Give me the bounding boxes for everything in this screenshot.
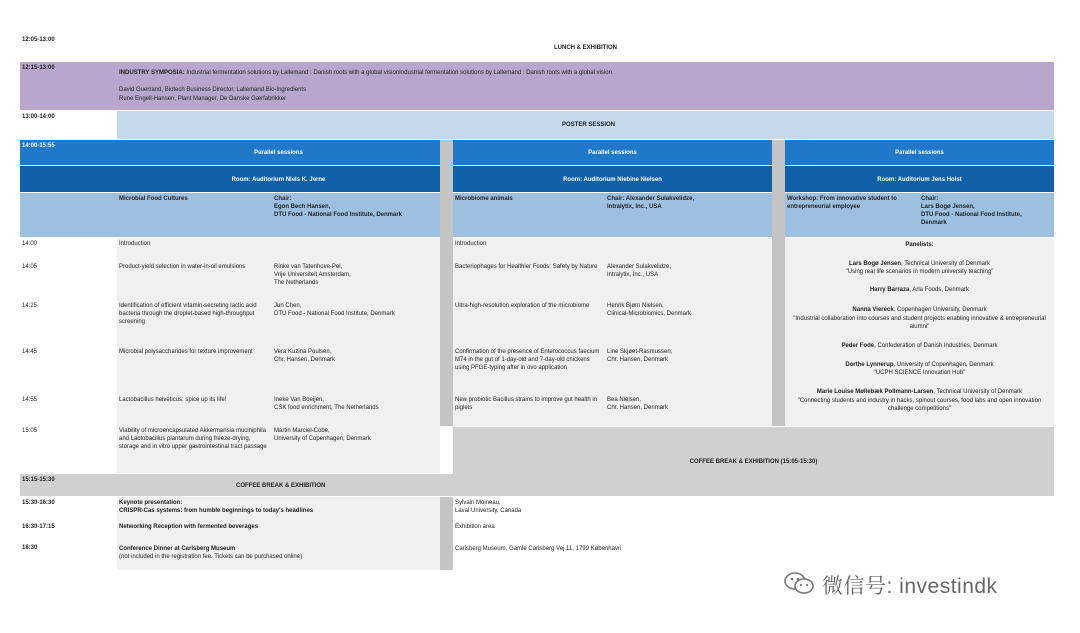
col2-room: Room: Auditorium Niebine Nielsen: [563, 177, 662, 183]
col2-talk-speaker: Line Skjøet-Rasmussen, Chr. Hansen, Denmark: [607, 349, 673, 363]
panelist: Harry Barraza, Arla Foods, Denmark: [869, 287, 970, 293]
coffee-break-left-label: COFFEE BREAK & EXHIBITION: [236, 483, 326, 489]
time-lunch: 12:05-13:00: [22, 37, 55, 43]
talk-time: 14:55: [22, 397, 38, 403]
talk-time: 14:45: [22, 349, 38, 355]
lunch-title: LUNCH & EXHIBITION: [554, 45, 617, 51]
panelist: Dorthe Lynnerup, University of Copenhagen, Denmark: [845, 362, 994, 368]
talk-time: 14:00: [22, 241, 38, 247]
coffee-break-right-label: COFFEE BREAK & EXHIBITION (15:05-15:30): [689, 459, 818, 465]
symposia-speaker-1: David Guerrand, Biotech Business Director, Lallemand Bio-Ingredients: [119, 87, 307, 93]
dinner-note: (not included in the registration fee. Tickets can be purchased online): [119, 554, 303, 560]
parallel-time-cell-2: [20, 166, 117, 192]
panelist-quote: "Connecting students and industry in hacks, spinout courses, food labs and open innovation challenge competitions": [797, 398, 1042, 412]
col1-talk-speaker: Jun Chen, DTU Food - National Food Institute, Denmark: [274, 303, 395, 317]
col1-talk-title: Introduction: [119, 241, 151, 247]
dinner-location: Carlsberg Museum, Gamle Carlsberg Vej 11, 1799 København: [455, 546, 622, 552]
col2-talk-speaker: Alexander Sulakvelidze, Intralytix, Inc., USA: [607, 264, 672, 278]
col2-talk-speaker: Bea Nielsen, Chr. Hansen, Denmark: [607, 397, 669, 411]
time-poster: 13:00-14:00: [22, 114, 55, 120]
col3-session: Workshop: From innovative student to entrepreneurial employee: [787, 196, 897, 210]
talk-time: 14:25: [22, 303, 38, 309]
panelist: Lars Bogø Jensen, Technical University of Denmark: [849, 261, 990, 267]
panelist: Peder Fode, Confederation of Danish Industries, Denmark: [841, 343, 998, 349]
col1-room: Room: Auditorium Niels K. Jerne: [231, 177, 326, 183]
bottom-separator: [440, 497, 453, 570]
keynote-title: Keynote presentation: CRISPR-Cas systems: from humble beginnings to today's headlines: [119, 500, 314, 514]
symposia-title: INDUSTRY SYMPOSIA: Industrial fermentation solutions by Lallemand : Danish roots with a global visionIndustrial fermentation solutions by Lallemand : Danish roots with a global vision: [119, 70, 612, 76]
col2-chair: Chair: Alexander Sulakvelidze, Intralytix, Inc., USA: [607, 196, 695, 210]
poster-title: POSTER SESSION: [562, 122, 616, 128]
col2-talk-speaker: Henrik Bjørn Nielsen, Clinical-Microbiomics, Denmark: [607, 303, 692, 317]
col2-parallel-label: Parallel sessions: [588, 150, 637, 156]
col3-chair: Chair: Lars Bogø Jensen, DTU Food - National Food Institute, Denmark: [921, 196, 1022, 226]
panelist-quote: "Using real life scenarios in modern university teaching": [845, 269, 994, 275]
col3-room: Room: Auditorium Jens Holst: [877, 177, 962, 183]
talk-time: 15:05: [22, 428, 38, 434]
col1-talk-title: Viability of microencapsulated Akkermansia muciniphila and Lactobacillus plantarum during freeze-drying, storage and in vitro upper gastrointestinal tract passage: [119, 428, 267, 450]
watermark-text: 微信号: investindk: [822, 575, 998, 598]
col1-talk-title: Identification of efficient vitamin-secreting lactic acid bacteria through the droplet-based high-throughput screening: [119, 303, 257, 325]
col1-talk-speaker: Vera Kuzina Poulsen, Chr. Hansen, Denmark: [274, 349, 336, 363]
col2-talk-title: New probiotic Bacillus strains to improve gut health in piglets: [455, 397, 598, 411]
col1-session: Microbial Food Cultures: [119, 196, 188, 202]
col1-talk-title: Product-yield selection in water-in-oil emulsions: [119, 264, 246, 270]
keynote-speaker: Sylvain Moineau, Laval University, Canada: [455, 500, 522, 514]
col2-talk-title: Introduction: [455, 241, 487, 247]
networking-title: Networking Reception with fermented beverages: [119, 524, 259, 530]
wechat-icon: [783, 570, 815, 596]
time-keynote: 15:30-16:30: [22, 500, 55, 506]
time-coffee: 15:15-15:30: [22, 477, 55, 483]
column-separator-2: [772, 140, 785, 426]
col1-chair: Chair: Egon Bech Hansen, DTU Food - National Food Institute, Denmark: [274, 196, 402, 218]
col1-talk-title: Microbial polysaccharides for texture improvement: [119, 349, 253, 355]
symposia-speaker-2: Rune Engell-Hansen, Plant Manager, De Danske Gærfabrikker: [119, 96, 287, 102]
col2-talk-title: Bacteriophages for Healthier Foods: Safety by Nature: [455, 264, 598, 270]
panelist-quote: "UCPH SCIENCE Innovation Hub": [873, 370, 966, 376]
col1-talk-speaker: Rinke van Tatenhove-Pel, Vrije Universiteit Amsterdam, The Netherlands: [274, 264, 351, 286]
col2-talk-title: Ultra-high-resolution exploration of the microbiome: [455, 303, 590, 309]
panelist-quote: "Industrial collaboration into courses and student projects enabling innovative & entrepreneurial alumni": [793, 316, 1046, 330]
parallel-time-cell-3: [20, 193, 117, 237]
col2-talk-title: Confirmation of the presence of Enterococcus faecium M74 in the gut of 1-day-old and 7-day-old chickens using PFGE-typing after in ovo application: [455, 349, 600, 371]
networking-location: Exhibition area: [455, 524, 495, 530]
col1-talk-speaker: Ineke Van Boeijen, CSK food enrichment, The Netherlands: [274, 397, 379, 411]
col1-talk-speaker: Martin Marciel-Cobe, University of Copenhagen, Denmark: [274, 428, 371, 442]
col2-session: Microbiome animals: [455, 196, 513, 202]
dinner-title: Conference Dinner at Carlsberg Museum: [119, 546, 236, 552]
col3-parallel-label: Parallel sessions: [895, 150, 944, 156]
panel-heading: Panelists:: [905, 242, 934, 248]
time-parallel: 14:00-15:55: [22, 143, 55, 149]
time-dinner: 18:30: [22, 545, 38, 551]
time-networking: 16:30-17:15: [22, 524, 55, 530]
time-symposia: 12:15-13:00: [22, 65, 55, 71]
panelist: Marie Louise Møllebæk Pollmann-Larsen, Technical University of Denmark: [816, 389, 1023, 395]
talk-time: 14:05: [22, 264, 38, 270]
panelist: Nanna Viereck, Copenhagen University, Denmark: [852, 307, 987, 313]
column-separator-1: [440, 140, 453, 426]
col1-parallel-label: Parallel sessions: [254, 150, 303, 156]
col1-talk-title: Lactobacillus helveticus: spice up its life!: [119, 397, 227, 403]
